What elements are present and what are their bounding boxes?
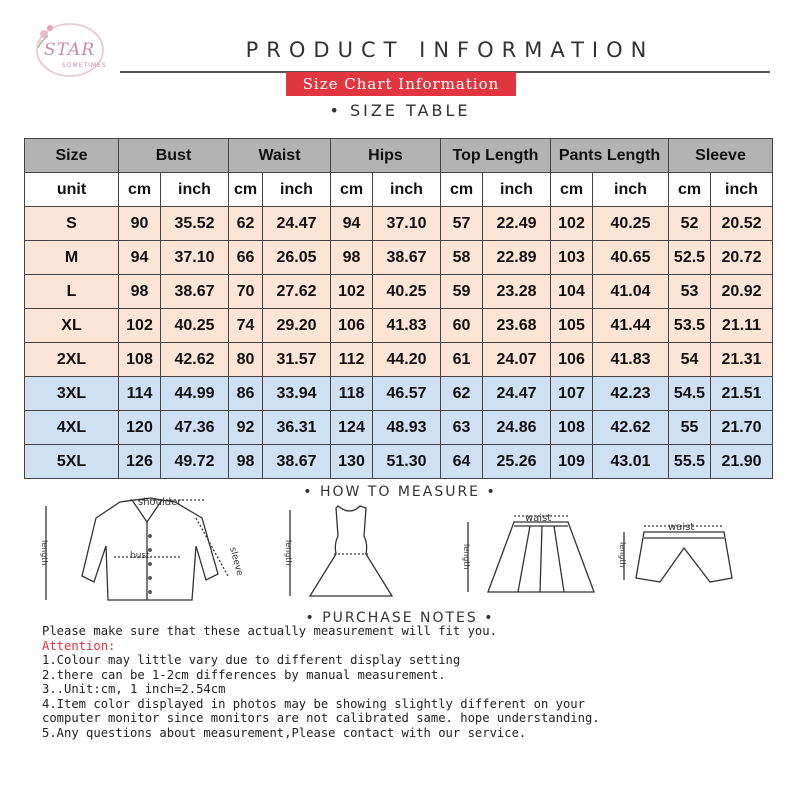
- measurement-cell: 41.44: [593, 309, 669, 343]
- diamond-icon: •: [303, 484, 320, 500]
- size-chart-banner: Size Chart Information: [286, 72, 516, 96]
- measurement-cell: 41.83: [373, 309, 441, 343]
- measurement-cell: 102: [331, 275, 373, 309]
- measurement-cell: 24.86: [483, 411, 551, 445]
- notes-intro: Please make sure that these actually measurement will fit you.: [42, 624, 497, 638]
- measurement-cell: 106: [331, 309, 373, 343]
- column-header-waist: Waist: [229, 139, 331, 173]
- measurement-cell: 124: [331, 411, 373, 445]
- dress-illustration: [290, 506, 392, 596]
- size-cell: 3XL: [25, 377, 119, 411]
- measurement-cell: 98: [119, 275, 161, 309]
- note-item: 2.there can be 1-2cm differences by manual measurement.: [42, 667, 446, 682]
- measurement-cell: 106: [551, 343, 593, 377]
- bust-label: bust: [130, 551, 150, 561]
- measurement-cell: 44.99: [161, 377, 229, 411]
- measurement-cell: 114: [119, 377, 161, 411]
- diamond-icon: •: [329, 101, 350, 120]
- column-header-sleeve: Sleeve: [669, 139, 773, 173]
- measurement-cell: 40.25: [373, 275, 441, 309]
- measurement-cell: 36.31: [263, 411, 331, 445]
- page-title: PRODUCT INFORMATION: [245, 38, 655, 62]
- measurement-cell: 98: [229, 445, 263, 479]
- measurement-cell: 24.47: [483, 377, 551, 411]
- measurement-cell: 86: [229, 377, 263, 411]
- shorts-illustration: [624, 526, 732, 582]
- measurement-cell: 57: [441, 207, 483, 241]
- sleeve-label: sleeve: [227, 546, 245, 577]
- measurement-cell: 55: [669, 411, 711, 445]
- diamond-icon: •: [305, 610, 323, 626]
- column-header-bust: Bust: [119, 139, 229, 173]
- measurement-cell: 94: [119, 241, 161, 275]
- table-row: [25, 343, 773, 377]
- measurement-cell: 52: [669, 207, 711, 241]
- skirt-illustration: [468, 516, 594, 592]
- shirt-illustration: [46, 498, 228, 600]
- measurement-cell: 118: [331, 377, 373, 411]
- measurement-cell: 66: [229, 241, 263, 275]
- measurement-cell: 38.67: [263, 445, 331, 479]
- measurement-cell: 51.30: [373, 445, 441, 479]
- diamond-icon: •: [477, 610, 495, 626]
- measurement-cell: 80: [229, 343, 263, 377]
- measurement-cell: 21.31: [711, 343, 773, 377]
- measurement-cell: 48.93: [373, 411, 441, 445]
- measurement-cell: 27.62: [263, 275, 331, 309]
- measurement-cell: 54: [669, 343, 711, 377]
- column-header-pants-length: Pants Length: [551, 139, 669, 173]
- unit-cell: cm: [669, 173, 711, 207]
- shorts-length-label: length: [618, 542, 627, 568]
- measurement-cell: 109: [551, 445, 593, 479]
- how-to-measure-illustrations: [20, 496, 780, 608]
- measurement-cell: 29.20: [263, 309, 331, 343]
- measurement-cell: 130: [331, 445, 373, 479]
- measurement-cell: 120: [119, 411, 161, 445]
- measurement-cell: 104: [551, 275, 593, 309]
- unit-label: unit: [25, 173, 119, 207]
- shorts-waist-label: waist: [668, 522, 695, 533]
- measurement-cell: 55.5: [669, 445, 711, 479]
- measurement-cell: 42.23: [593, 377, 669, 411]
- unit-cell: cm: [441, 173, 483, 207]
- measurement-cell: 98: [331, 241, 373, 275]
- measurement-cell: 38.67: [161, 275, 229, 309]
- measurement-cell: 21.90: [711, 445, 773, 479]
- measurement-cell: 21.11: [711, 309, 773, 343]
- table-row: [25, 275, 773, 309]
- skirt-waist-label: waist: [525, 513, 552, 524]
- measurement-cell: 92: [229, 411, 263, 445]
- measurement-cell: 20.72: [711, 241, 773, 275]
- measurement-cell: 47.36: [161, 411, 229, 445]
- measurement-cell: 53: [669, 275, 711, 309]
- measurement-cell: 61: [441, 343, 483, 377]
- unit-cell: inch: [263, 173, 331, 207]
- note-item: 4.Item color displayed in photos may be showing slightly different on your: [42, 696, 585, 711]
- measurement-cell: 44.20: [373, 343, 441, 377]
- note-item: 5.Any questions about measurement,Please contact with our service.: [42, 725, 527, 740]
- measurement-cell: 64: [441, 445, 483, 479]
- table-row: [25, 377, 773, 411]
- measurement-cell: 24.47: [263, 207, 331, 241]
- measurement-cell: 25.26: [483, 445, 551, 479]
- measurement-cell: 102: [551, 207, 593, 241]
- measurement-cell: 40.25: [161, 309, 229, 343]
- note-item: 3..Unit:cm, 1 inch=2.54cm: [42, 682, 226, 696]
- measurement-cell: 107: [551, 377, 593, 411]
- measurement-cell: 108: [551, 411, 593, 445]
- size-cell: 4XL: [25, 411, 119, 445]
- table-row: [25, 207, 773, 241]
- measurement-cell: 60: [441, 309, 483, 343]
- note-item: 1.Colour may little vary due to different display setting: [42, 653, 461, 667]
- unit-cell: inch: [711, 173, 773, 207]
- measurement-cell: 23.68: [483, 309, 551, 343]
- measurement-cell: 40.25: [593, 207, 669, 241]
- measurement-cell: 20.52: [711, 207, 773, 241]
- measurement-cell: 108: [119, 343, 161, 377]
- logo-subtext: SOMETIMES: [62, 62, 107, 69]
- measurement-cell: 21.70: [711, 411, 773, 445]
- unit-cell: cm: [229, 173, 263, 207]
- purchase-notes-heading: • PURCHASE NOTES •: [305, 610, 495, 626]
- unit-row: [25, 173, 773, 207]
- size-cell: 2XL: [25, 343, 119, 377]
- measurement-cell: 112: [331, 343, 373, 377]
- measurement-cell: 52.5: [669, 241, 711, 275]
- unit-cell: inch: [161, 173, 229, 207]
- shirt-length-label: length: [40, 540, 49, 566]
- measurement-cell: 42.62: [593, 411, 669, 445]
- column-header-size: Size: [25, 139, 119, 173]
- measurement-cell: 41.83: [593, 343, 669, 377]
- unit-cell: inch: [373, 173, 441, 207]
- measurement-cell: 41.04: [593, 275, 669, 309]
- table-row: [25, 241, 773, 275]
- measurement-cell: 35.52: [161, 207, 229, 241]
- measurement-cell: 23.28: [483, 275, 551, 309]
- measurement-cell: 103: [551, 241, 593, 275]
- measurement-cell: 46.57: [373, 377, 441, 411]
- measurement-cell: 42.62: [161, 343, 229, 377]
- column-header-top-length: Top Length: [441, 139, 551, 173]
- measurement-cell: 90: [119, 207, 161, 241]
- diamond-icon: •: [480, 484, 497, 500]
- note-item: computer monitor since monitors are not calibrated same. hope understanding.: [42, 711, 600, 725]
- size-cell: L: [25, 275, 119, 309]
- size-cell: XL: [25, 309, 119, 343]
- unit-cell: inch: [483, 173, 551, 207]
- measurement-cell: 58: [441, 241, 483, 275]
- purchase-notes: [42, 624, 792, 740]
- logo-text: STAR: [44, 40, 96, 60]
- column-header-hips: Hips: [331, 139, 441, 173]
- unit-cell: inch: [593, 173, 669, 207]
- table-header-row: [25, 139, 773, 173]
- measurement-cell: 102: [119, 309, 161, 343]
- brand-logo: [30, 18, 114, 80]
- size-cell: S: [25, 207, 119, 241]
- measurement-cell: 20.92: [711, 275, 773, 309]
- table-row: [25, 445, 773, 479]
- how-to-measure-heading: • HOW TO MEASURE •: [303, 484, 497, 500]
- measurement-cell: 40.65: [593, 241, 669, 275]
- unit-cell: cm: [331, 173, 373, 207]
- measurement-cell: 22.49: [483, 207, 551, 241]
- measurement-cell: 62: [229, 207, 263, 241]
- measurement-cell: 38.67: [373, 241, 441, 275]
- size-table-heading: • SIZE TABLE: [329, 101, 471, 120]
- measurement-cell: 24.07: [483, 343, 551, 377]
- measurement-cell: 126: [119, 445, 161, 479]
- measurement-cell: 22.89: [483, 241, 551, 275]
- attention-label: Attention:: [42, 638, 116, 653]
- unit-cell: cm: [119, 173, 161, 207]
- measurement-cell: 37.10: [373, 207, 441, 241]
- shoulder-label: shoulder: [138, 497, 182, 508]
- measurement-cell: 31.57: [263, 343, 331, 377]
- measurement-cell: 37.10: [161, 241, 229, 275]
- unit-cell: cm: [551, 173, 593, 207]
- measurement-cell: 63: [441, 411, 483, 445]
- measurement-cell: 70: [229, 275, 263, 309]
- measurement-cell: 43.01: [593, 445, 669, 479]
- skirt-length-label: length: [462, 544, 471, 570]
- measurement-cell: 33.94: [263, 377, 331, 411]
- table-row: [25, 411, 773, 445]
- measurement-cell: 62: [441, 377, 483, 411]
- measurement-cell: 26.05: [263, 241, 331, 275]
- measurement-cell: 49.72: [161, 445, 229, 479]
- measurement-cell: 74: [229, 309, 263, 343]
- size-cell: 5XL: [25, 445, 119, 479]
- measurement-cell: 94: [331, 207, 373, 241]
- size-table: [24, 138, 773, 479]
- measurement-cell: 54.5: [669, 377, 711, 411]
- measurement-cell: 21.51: [711, 377, 773, 411]
- measurement-cell: 59: [441, 275, 483, 309]
- measurement-cell: 53.5: [669, 309, 711, 343]
- size-cell: M: [25, 241, 119, 275]
- measurement-cell: 105: [551, 309, 593, 343]
- dress-length-label: length: [284, 540, 293, 566]
- table-row: [25, 309, 773, 343]
